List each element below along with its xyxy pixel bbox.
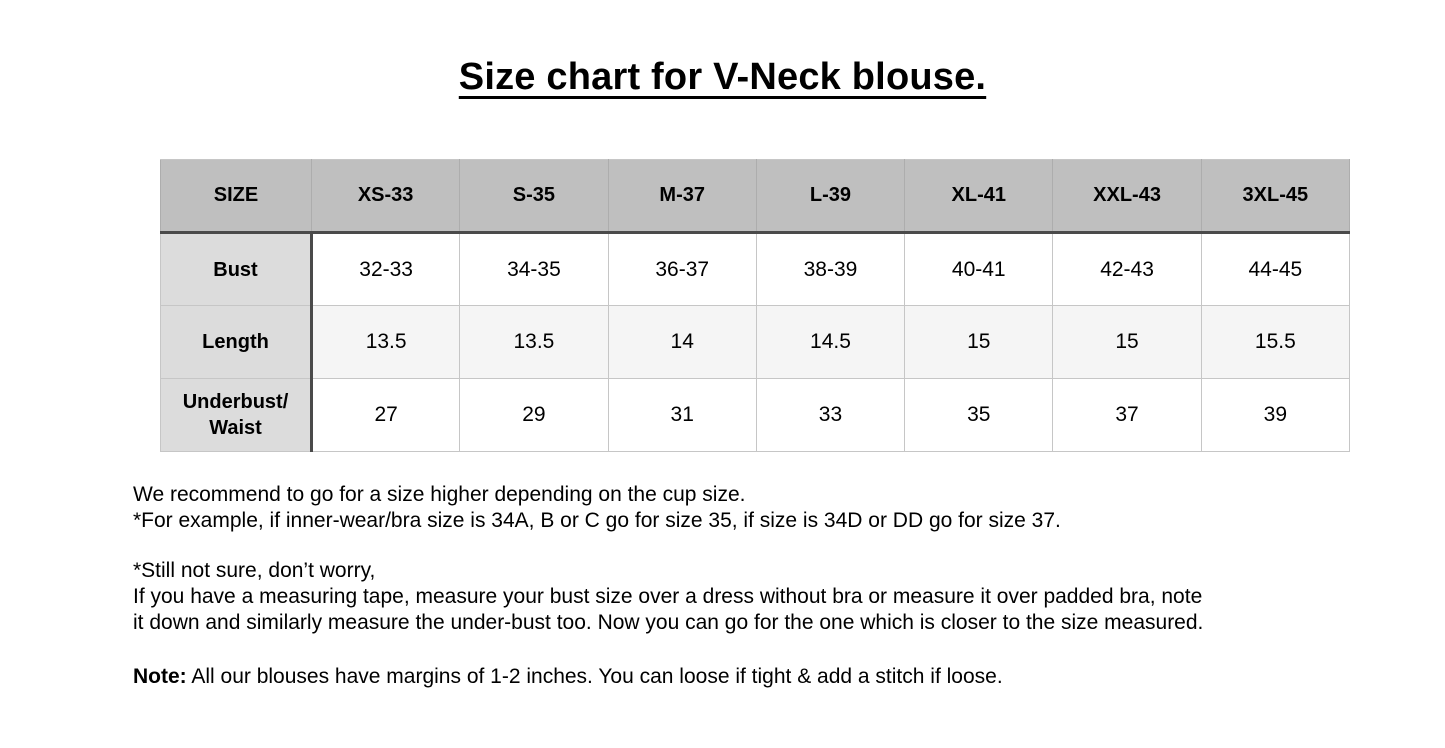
- note-line: If you have a measuring tape, measure your bust size over a dress without bra or measure it over padded bra, note: [133, 585, 1203, 608]
- length-value-cell: 13.5: [312, 306, 460, 379]
- underbust-value-cell: 35: [905, 379, 1053, 452]
- cup-size-recommendation: [133, 482, 1355, 534]
- row-label-length: Length: [161, 306, 312, 379]
- column-header-s35: S-35: [460, 160, 608, 233]
- column-header-m37: M-37: [608, 160, 756, 233]
- bust-value-cell: 42-43: [1053, 233, 1201, 306]
- column-header-xxl43: XXL-43: [1053, 160, 1201, 233]
- length-value-cell: 15.5: [1201, 306, 1349, 379]
- bust-value-cell: 44-45: [1201, 233, 1349, 306]
- underbust-value-cell: 39: [1201, 379, 1349, 452]
- row-label-bust: Bust: [161, 233, 312, 306]
- note-line: *Still not sure, don’t worry,: [133, 559, 376, 582]
- length-value-cell: 14: [608, 306, 756, 379]
- bust-value-cell: 40-41: [905, 233, 1053, 306]
- size-chart-table: [160, 159, 1350, 452]
- length-value-cell: 14.5: [756, 306, 904, 379]
- measuring-instructions: [133, 558, 1355, 636]
- underbust-value-cell: 31: [608, 379, 756, 452]
- bust-value-cell: 38-39: [756, 233, 904, 306]
- underbust-value-cell: 33: [756, 379, 904, 452]
- bust-value-cell: 32-33: [312, 233, 460, 306]
- table-row-underbust-waist: [161, 379, 1350, 452]
- column-header-xs33: XS-33: [312, 160, 460, 233]
- note-line: it down and similarly measure the under-bust too. Now you can go for the one which is closer to the size measured.: [133, 611, 1204, 634]
- bust-value-cell: 34-35: [460, 233, 608, 306]
- page-title: Size chart for V-Neck blouse.: [458, 56, 987, 98]
- length-value-cell: 13.5: [460, 306, 608, 379]
- margin-note: [133, 664, 1355, 690]
- column-header-3xl45: 3XL-45: [1201, 160, 1349, 233]
- bust-value-cell: 36-37: [608, 233, 756, 306]
- column-header-l39: L-39: [756, 160, 904, 233]
- column-header-size: SIZE: [161, 160, 312, 233]
- table-row-length: [161, 306, 1350, 379]
- size-chart-page: [0, 56, 1445, 748]
- row-label-underbust-waist: Underbust/ Waist: [161, 379, 312, 452]
- table-row-bust: [161, 233, 1350, 306]
- column-header-xl41: XL-41: [905, 160, 1053, 233]
- underbust-value-cell: 27: [312, 379, 460, 452]
- table-header-row: [161, 160, 1350, 233]
- underbust-value-cell: 29: [460, 379, 608, 452]
- note-line: *For example, if inner-wear/bra size is 34A, B or C go for size 35, if size is 34D or DD go for size 37.: [133, 509, 1061, 532]
- note-label: Note:: [133, 665, 187, 688]
- length-value-cell: 15: [905, 306, 1053, 379]
- notes-section: [133, 482, 1355, 690]
- length-value-cell: 15: [1053, 306, 1201, 379]
- note-line: We recommend to go for a size higher depending on the cup size.: [133, 483, 746, 506]
- underbust-value-cell: 37: [1053, 379, 1201, 452]
- note-text: All our blouses have margins of 1-2 inches. You can loose if tight & add a stitch if loose.: [186, 665, 1003, 688]
